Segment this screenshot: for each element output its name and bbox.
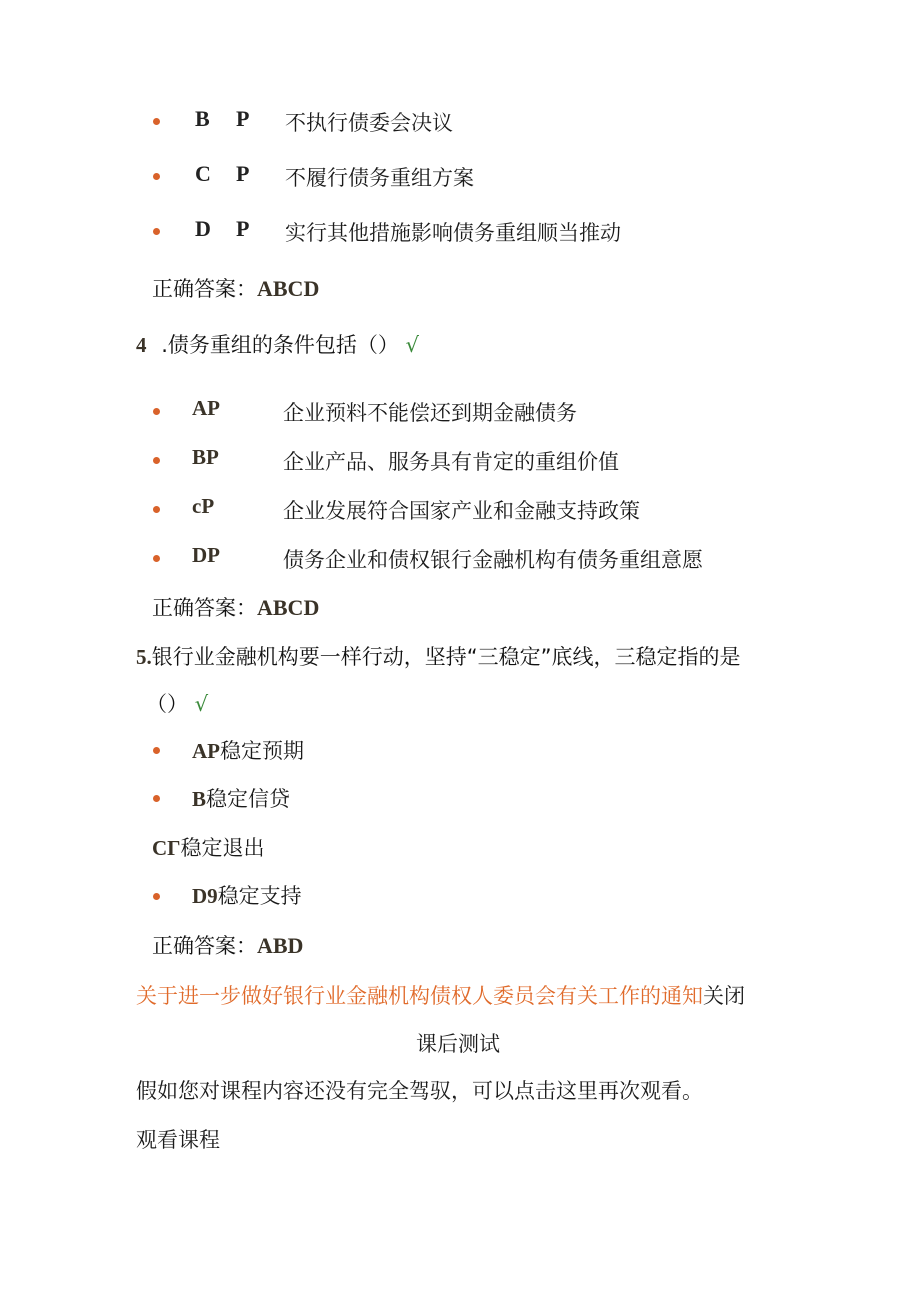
option-item <box>192 735 304 765</box>
check-icon: √ <box>405 333 419 357</box>
question-title-cont <box>146 688 208 718</box>
option-text: 企业发展符合国家产业和金融支持政策 <box>283 499 640 523</box>
option-label: AP <box>192 739 220 763</box>
answer-label: 正确答案： <box>152 596 257 620</box>
option-letter: B <box>195 106 210 131</box>
bullet-icon <box>153 795 160 802</box>
question-text: .债务重组的条件包括（） <box>161 333 399 357</box>
option-text: 债务企业和债权银行金融机构有债务重组意愿 <box>283 548 703 572</box>
question-text-cont: （） <box>146 692 188 716</box>
bullet-icon <box>153 555 160 562</box>
bullet-icon <box>153 506 160 513</box>
bullet-icon <box>153 457 160 464</box>
option-item <box>192 880 302 910</box>
question-title <box>136 329 419 359</box>
bullet-icon <box>153 173 160 180</box>
watch-course-link[interactable]: 观看课程 <box>136 1128 220 1152</box>
option-text: 不履行债务重组方案 <box>285 166 474 190</box>
option-label: B <box>192 787 207 811</box>
option-label: D9 <box>192 884 218 908</box>
question-text: 银行业金融机构要一样行动，坚持“三稳定”底线，三稳定指的是 <box>151 645 741 669</box>
option-label: CΓ <box>152 836 181 860</box>
bullet-icon <box>153 228 160 235</box>
answer-label: 正确答案： <box>152 277 257 301</box>
option-item <box>192 783 290 813</box>
option-text: 稳定信贷 <box>206 787 291 811</box>
option-label: cP <box>192 494 215 518</box>
notice-row <box>136 980 745 1010</box>
option-mark: P <box>236 106 250 131</box>
question-number: 4 <box>136 333 147 357</box>
question-title <box>136 641 741 671</box>
answer-value: ABCD <box>257 595 320 620</box>
correct-answer <box>152 930 303 960</box>
option-text: 企业产品、服务具有肯定的重组价值 <box>283 450 619 474</box>
close-link[interactable]: 关闭 <box>703 984 745 1008</box>
option-text: 稳定退出 <box>180 836 265 860</box>
notice-link[interactable]: 关于进一步做好银行业金融机构债权人委员会有关工作的通知 <box>136 984 703 1008</box>
option-text: 稳定预期 <box>220 739 304 763</box>
answer-value: ABCD <box>257 276 320 301</box>
option-label: AP <box>192 396 220 420</box>
bullet-icon <box>153 747 160 754</box>
correct-answer <box>152 273 319 303</box>
check-icon: √ <box>194 692 209 716</box>
option-text: 不执行债委会决议 <box>285 111 453 135</box>
option-text: 实行其他措施影响债务重组顺当推动 <box>285 221 621 245</box>
bullet-icon <box>153 893 160 900</box>
option-item <box>152 832 265 862</box>
option-label: DP <box>192 543 220 567</box>
option-letter: D <box>195 216 211 241</box>
section-title: 课后测试 <box>416 1032 500 1056</box>
review-hint[interactable]: 假如您对课程内容还没有完全驾驭，可以点击这里再次观看。 <box>136 1079 703 1103</box>
option-label: BP <box>192 445 219 469</box>
option-text: 企业预料不能偿还到期金融债务 <box>283 401 577 425</box>
answer-label: 正确答案： <box>152 934 257 958</box>
option-mark: P <box>236 161 250 186</box>
bullet-icon <box>153 118 160 125</box>
bullet-icon <box>153 408 160 415</box>
correct-answer <box>152 592 319 622</box>
option-text: 稳定支持 <box>217 884 302 908</box>
option-letter: C <box>195 161 211 186</box>
option-mark: P <box>236 216 250 241</box>
question-number: 5. <box>136 645 152 669</box>
answer-value: ABD <box>257 933 304 958</box>
